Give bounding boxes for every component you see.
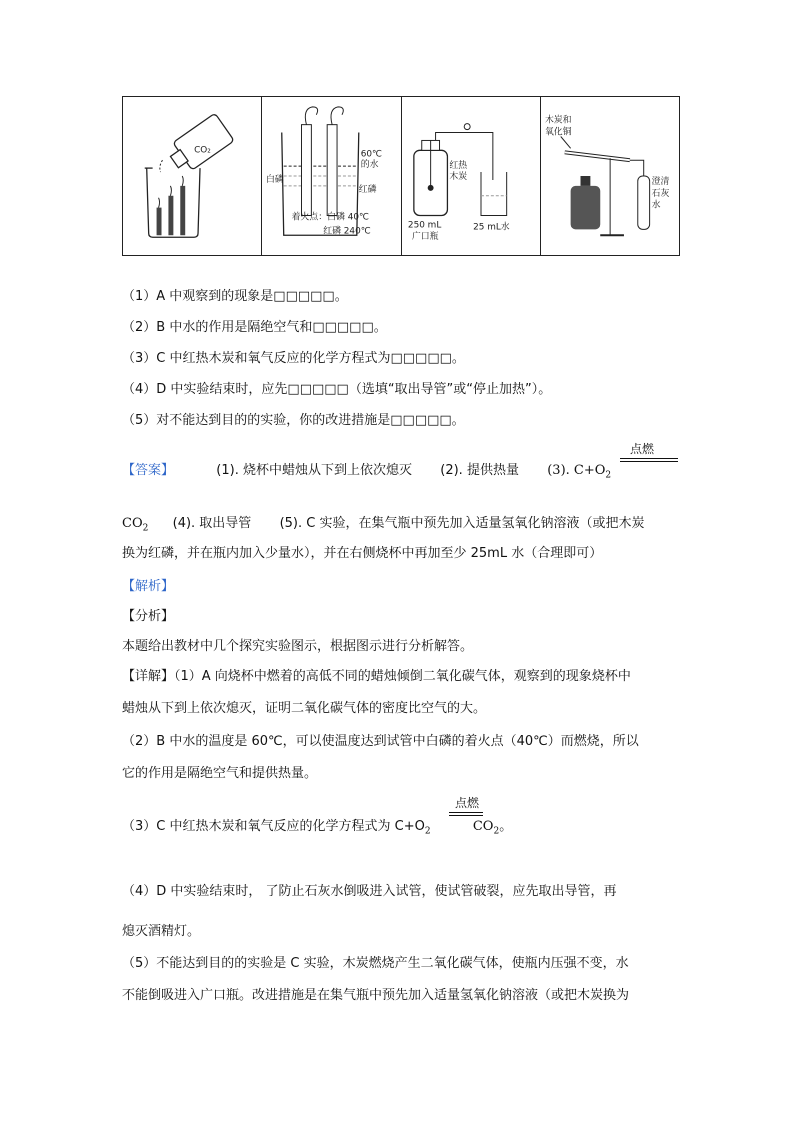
svg-text:的水: 的水 (361, 160, 379, 171)
answer-part1: (1). 烧杯中蜡烛从下到上依次熄灭 (216, 463, 412, 478)
figure-a-label: CO₂ (194, 145, 211, 156)
detail-3-double-line (449, 812, 483, 816)
detail-5a: （5）不能达到目的的实验是 C 实验，木炭燃烧产生二氧化碳气体，使瓶内压强不变，水 (122, 956, 629, 971)
answer-product-sub: 2 (142, 523, 149, 534)
detail-3-condition: 点燃 (455, 796, 480, 810)
svg-text:红磷 240℃: 红磷 240℃ (323, 226, 371, 237)
detail-tag: 【详解】 (122, 669, 175, 684)
detail-4a: （4）D 中实验结束时， 了防止石灰水倒吸进入试管，使试管破裂，应先取出导管，再 (122, 884, 617, 899)
experiment-figure-table (122, 96, 680, 256)
svg-text:木炭和: 木炭和 (544, 115, 572, 126)
figure-b-phosphorus (262, 97, 401, 255)
detail-2a: （2）B 中水的温度是 60℃，可以使温度达到试管中白磷的着火点（40℃）而燃烧，所以 (122, 734, 639, 749)
answer-o2-sub: 2 (605, 470, 612, 481)
svg-text:250 mL: 250 mL (407, 220, 441, 231)
svg-text:着火点：白磷 40℃: 着火点：白磷 40℃ (291, 212, 370, 223)
answer-part5-cont: 换为红磷，并在瓶内加入少量水），并在右侧烧杯中再加至少 25mL 水（合理即可） (122, 546, 603, 561)
figure-a-drawing (123, 97, 261, 255)
detail-1a-text: （1）A 向烧杯中燃着的高低不同的蜡烛倾倒二氧化碳气体，观察到的现象烧杯中 (174, 669, 631, 684)
detail-3 (122, 818, 512, 841)
svg-text:白磷: 白磷 (266, 174, 284, 185)
svg-text:石灰: 石灰 (651, 188, 670, 199)
answer-product: CO (122, 516, 143, 531)
analysis-tag: 【解析】 (122, 579, 175, 594)
question-3: （3）C 中红热木炭和氧气反应的化学方程式为□□□□□。 (122, 351, 465, 366)
question-4: （4）D 中实验结束时，应先□□□□□（选填“取出导管”或“停止加热”）。 (122, 382, 552, 397)
detail-1a (122, 668, 631, 686)
question-2: （2）B 中水的作用是隔绝空气和□□□□□。 (122, 320, 387, 335)
figure-c-drawing (402, 97, 540, 255)
detail-3-o2-sub: 2 (424, 826, 431, 837)
svg-text:澄清: 澄清 (651, 176, 670, 187)
figure-d-charcoal-copper-oxide (541, 97, 679, 255)
answer-part3: (3). C+O (547, 463, 606, 478)
answer-double-line (620, 458, 678, 462)
detail-3-text: （3）C 中红热木炭和氧气反应的化学方程式为 C+O (122, 819, 425, 834)
answer-part4: (4). 取出导管 (172, 516, 252, 531)
answer-part5: (5). C 实验，在集气瓶中预先加入适量氢氧化钠溶液（或把木炭 (279, 516, 645, 531)
svg-text:水: 水 (651, 200, 661, 211)
answer-line-2 (122, 515, 644, 538)
detail-3-product-sub: 2 (493, 826, 500, 837)
svg-text:60℃: 60℃ (361, 149, 383, 160)
figure-b-drawing (262, 97, 400, 255)
figure-c-charcoal-combustion (402, 97, 541, 255)
svg-text:红热: 红热 (448, 161, 467, 172)
answer-line (122, 462, 611, 485)
svg-text:25 mL水: 25 mL水 (472, 222, 510, 233)
detail-3-product: CO (472, 819, 494, 834)
figure-a-co2-pour (123, 97, 262, 255)
detail-2b: 它的作用是隔绝空气和提供热量。 (122, 766, 318, 781)
analysis-intro: 本题给出教材中几个探究实验图示，根据图示进行分析解答。 (122, 639, 474, 654)
question-5: （5）对不能达到目的的实验，你的改进措施是□□□□□。 (122, 413, 465, 428)
answer-tag: 【答案】 (122, 463, 175, 478)
analysis-section: 【分析】 (122, 609, 175, 624)
svg-text:广口瓶: 广口瓶 (411, 232, 438, 243)
svg-text:红磷: 红磷 (359, 184, 377, 195)
detail-5b: 不能倒吸进入广口瓶。改进措施是在集气瓶中预先加入适量氢氧化钠溶液（或把木炭换为 (122, 988, 630, 1003)
answer-part2: (2). 提供热量 (440, 463, 519, 478)
svg-text:木炭: 木炭 (448, 171, 467, 182)
answer-condition: 点燃 (630, 442, 655, 456)
detail-4b: 熄灭酒精灯。 (122, 924, 201, 939)
svg-text:氧化铜: 氧化铜 (544, 127, 572, 138)
figure-d-drawing (541, 97, 679, 255)
detail-3-end: 。 (499, 819, 513, 834)
detail-1b: 蜡烛从下到上依次熄灭，证明二氧化碳气体的密度比空气的大。 (122, 701, 487, 716)
question-1: （1）A 中观察到的现象是□□□□□。 (122, 289, 348, 304)
